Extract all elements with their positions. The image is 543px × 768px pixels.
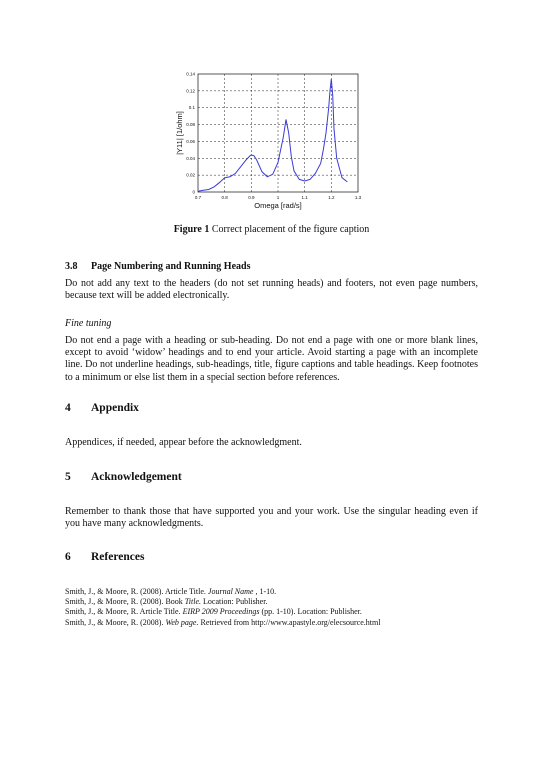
y-tick-label: 0.1: [188, 105, 195, 111]
reference-item: Smith, J., & Moore, R. (2008). Web page. Retrieved from http://www.apastyle.org/elecsource.html: [65, 617, 381, 627]
section-4-paragraph: Appendices, if needed, appear before the acknowledgment.: [65, 437, 302, 448]
figure-caption-label: Figure 1: [173, 224, 210, 235]
y-tick-label: 0.06: [186, 138, 195, 144]
section-number: 3.8: [65, 261, 78, 272]
section-number: 6: [65, 551, 71, 563]
x-tick-label: 1: [276, 195, 280, 200]
y-tick-label: 0.02: [186, 172, 195, 178]
section-title: Page Numbering and Running Heads: [91, 261, 251, 272]
section-number: 4: [65, 402, 71, 414]
x-tick-label: 0.7: [194, 195, 202, 200]
series-line: [198, 79, 347, 191]
y-tick-label: 0.12: [186, 88, 195, 94]
x-tick-label: 0.8: [221, 195, 228, 200]
section-title: References: [91, 551, 145, 563]
reference-item: Smith, J., & Moore, R. (2008). Book Title. Location: Publisher.: [65, 597, 268, 607]
fine-tuning-paragraph: Do not end a page with a heading or sub-heading. Do not end a page with one or more blank lines, except to avoid ‘widow’ headings and to end your article. Avoid starting a page with an incomplete line. Do not underline headings, sub-headings, title, figure captions and table headings. Keep footnotes to a minimum or else list them in a special section before references.: [65, 335, 478, 383]
reference-list: [65, 587, 478, 628]
x-tick-label: 0.9: [248, 195, 255, 200]
x-axis-label: Omega [rad/s]: [254, 201, 302, 210]
section-number: 5: [65, 471, 71, 483]
figure-caption-text: Correct placement of the figure caption: [209, 224, 370, 235]
x-tick-label: 1.2: [328, 195, 335, 200]
section-3-8-heading: [65, 261, 250, 272]
figure-caption: [0, 224, 543, 235]
section-3-8-paragraph: Do not add any text to the headers (do not set running heads) and footers, not even page numbers, because text will be added electronically.: [65, 278, 478, 302]
line-chart: [168, 66, 368, 216]
y-tick-label: 0.08: [186, 122, 195, 128]
y-tick-label: 0.14: [186, 71, 195, 77]
y-tick-label: 0.04: [186, 155, 195, 161]
reference-item: Smith, J., & Moore, R. Article Title. EIRP 2009 Proceedings (pp. 1-10). Location: Publisher.: [65, 607, 362, 617]
section-title: Appendix: [91, 402, 139, 414]
x-tick-label: 1.1: [301, 195, 308, 200]
section-5-paragraph: Remember to thank those that have supported you and your work. Use the singular heading even if you have many acknowledgments.: [65, 506, 478, 530]
x-tick-label: 1.3: [354, 195, 362, 200]
reference-item: Smith, J., & Moore, R. (2008). Article Title. Journal Name , 1-10.: [65, 587, 277, 596]
y-tick-label: 0: [192, 189, 195, 195]
section-6-heading: [65, 551, 144, 563]
section-5-heading: [65, 471, 182, 483]
y-axis-label: |Y11| [1/ohm]: [175, 111, 184, 155]
section-4-heading: [65, 402, 139, 414]
section-title: Acknowledgement: [91, 471, 182, 483]
figure-1: [168, 66, 368, 216]
fine-tuning-heading: Fine tuning: [65, 318, 112, 329]
